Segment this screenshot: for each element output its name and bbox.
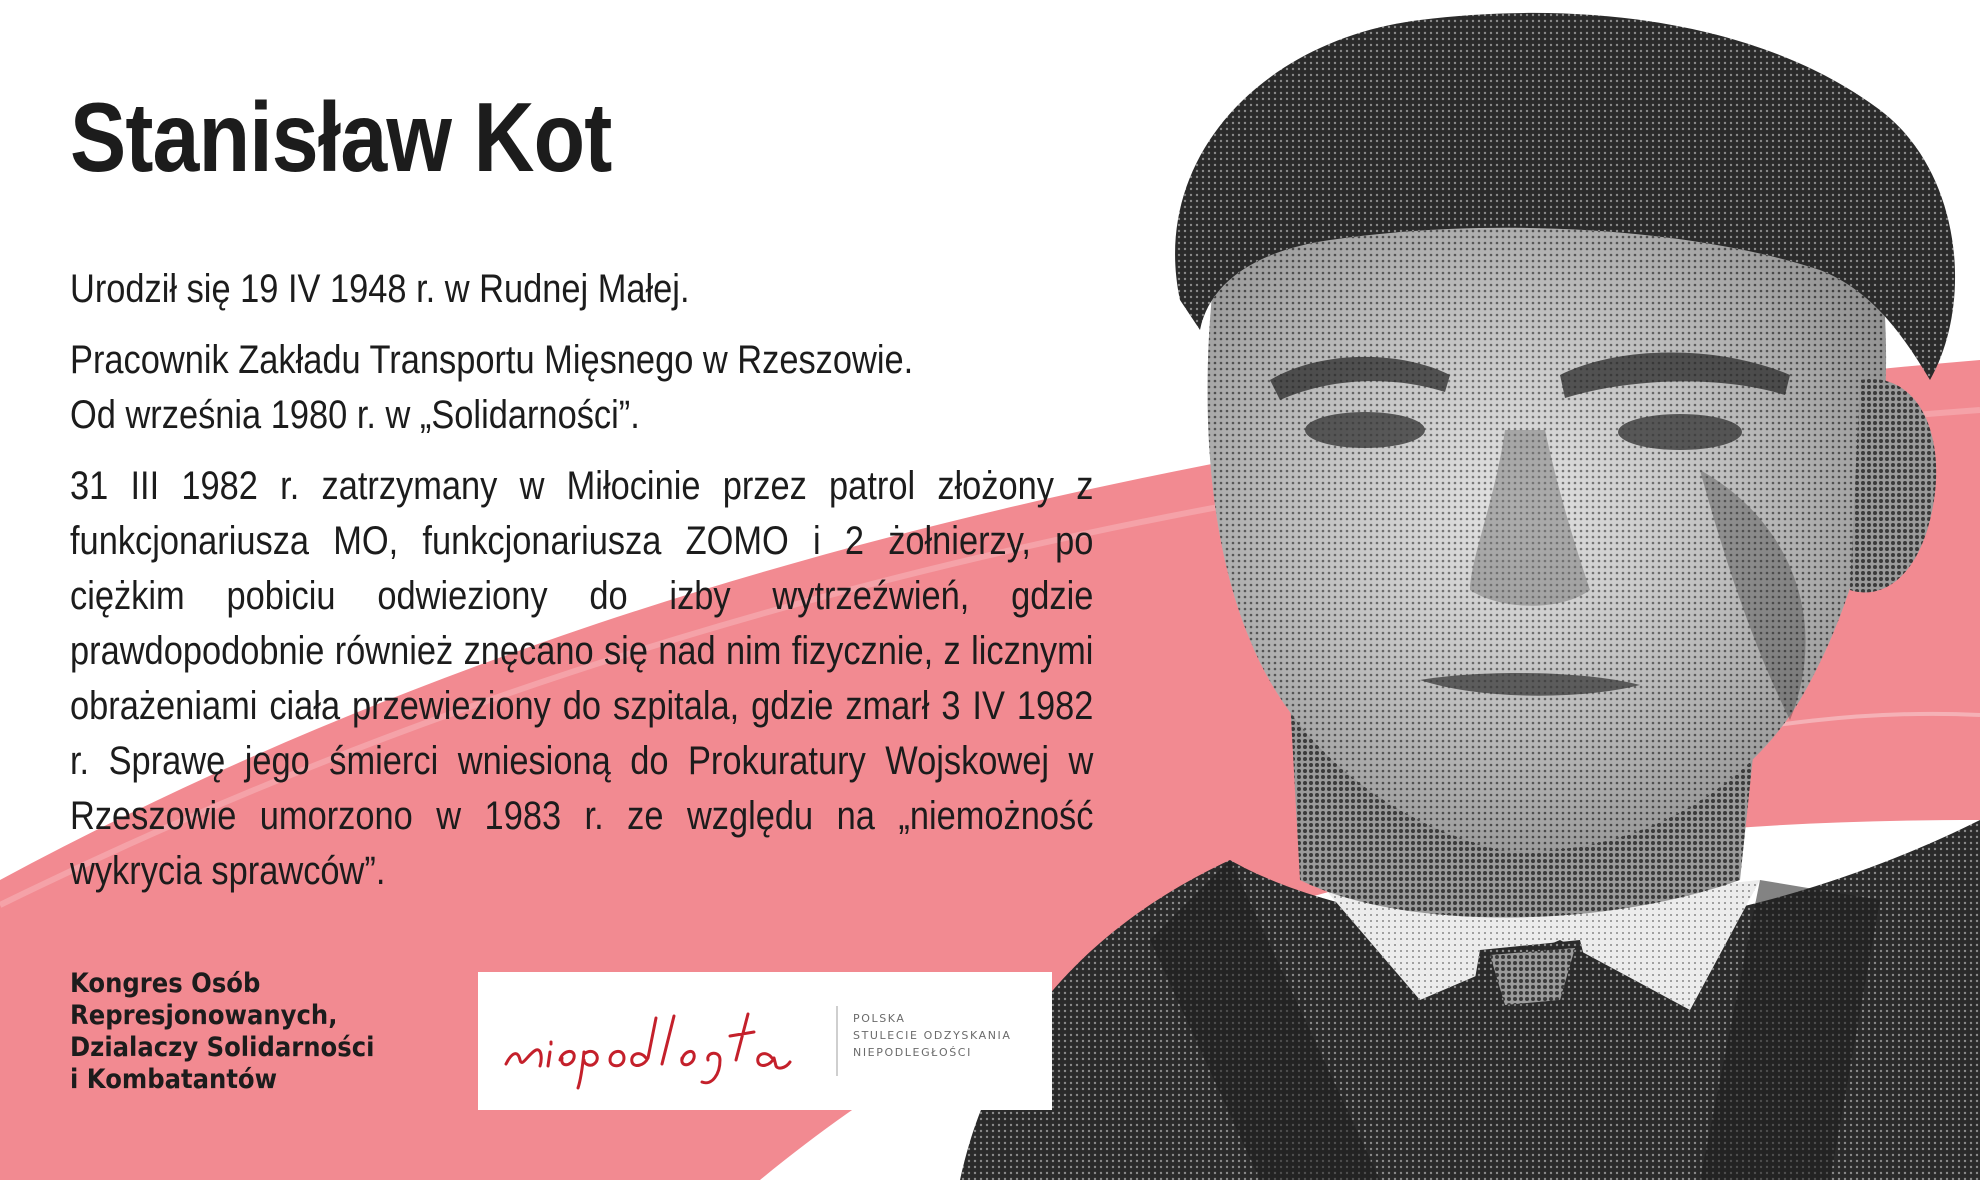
organization-line-2: Represjonowanych, <box>70 1000 338 1031</box>
birth-paragraph: Urodził się 19 IV 1948 r. w Rudnej Małej. <box>70 267 690 311</box>
organization-line-4: i Kombatantów <box>70 1064 278 1095</box>
organization-line-3: Dzialaczy Solidarności <box>70 1032 375 1063</box>
page-title: Stanisław Kot <box>70 82 612 192</box>
logo-divider <box>836 1006 838 1076</box>
biography-text <box>70 262 1093 915</box>
work-paragraph <box>70 333 1093 443</box>
organization-line-1: Kongres Osób <box>70 968 261 999</box>
work-line-1: Pracownik Zakładu Transportu Mięsnego w Rzeszowie. <box>70 338 914 382</box>
logo-caption-line-3: NIEPODLEGŁOŚCI <box>853 1046 972 1059</box>
organization-name <box>70 968 448 1096</box>
logo-caption-line-2: STULECIE ODZYSKANIA <box>853 1029 1012 1042</box>
niepodlegla-script-logo-icon <box>498 1002 828 1092</box>
niepodlegla-logo <box>478 972 1052 1110</box>
logo-caption <box>853 1010 1043 1061</box>
logo-caption-line-1: POLSKA <box>853 1012 906 1025</box>
story-paragraph: 31 III 1982 r. zatrzymany w Miłocinie przez patrol złożony z funkcjonariusza MO, funkcjonariusza ZOMO i 2 żołnierzy, po ciężkim pobiciu odwieziony do izby wytrzeźwień, gdzie prawdopodobnie również znęcano się nad nim fizycznie, z licznymi obrażeniami ciała przewieziony do szpitala, gdzie zmarł 3 IV 1982 r. Sprawę jego śmierci wniesioną do Prokuratury Wojskowej w Rzeszowie umorzono w 1983 r. ze względu na „niemożność wykrycia sprawców”. <box>70 464 1094 893</box>
work-line-2: Od września 1980 r. w „Solidarności”. <box>70 393 640 437</box>
